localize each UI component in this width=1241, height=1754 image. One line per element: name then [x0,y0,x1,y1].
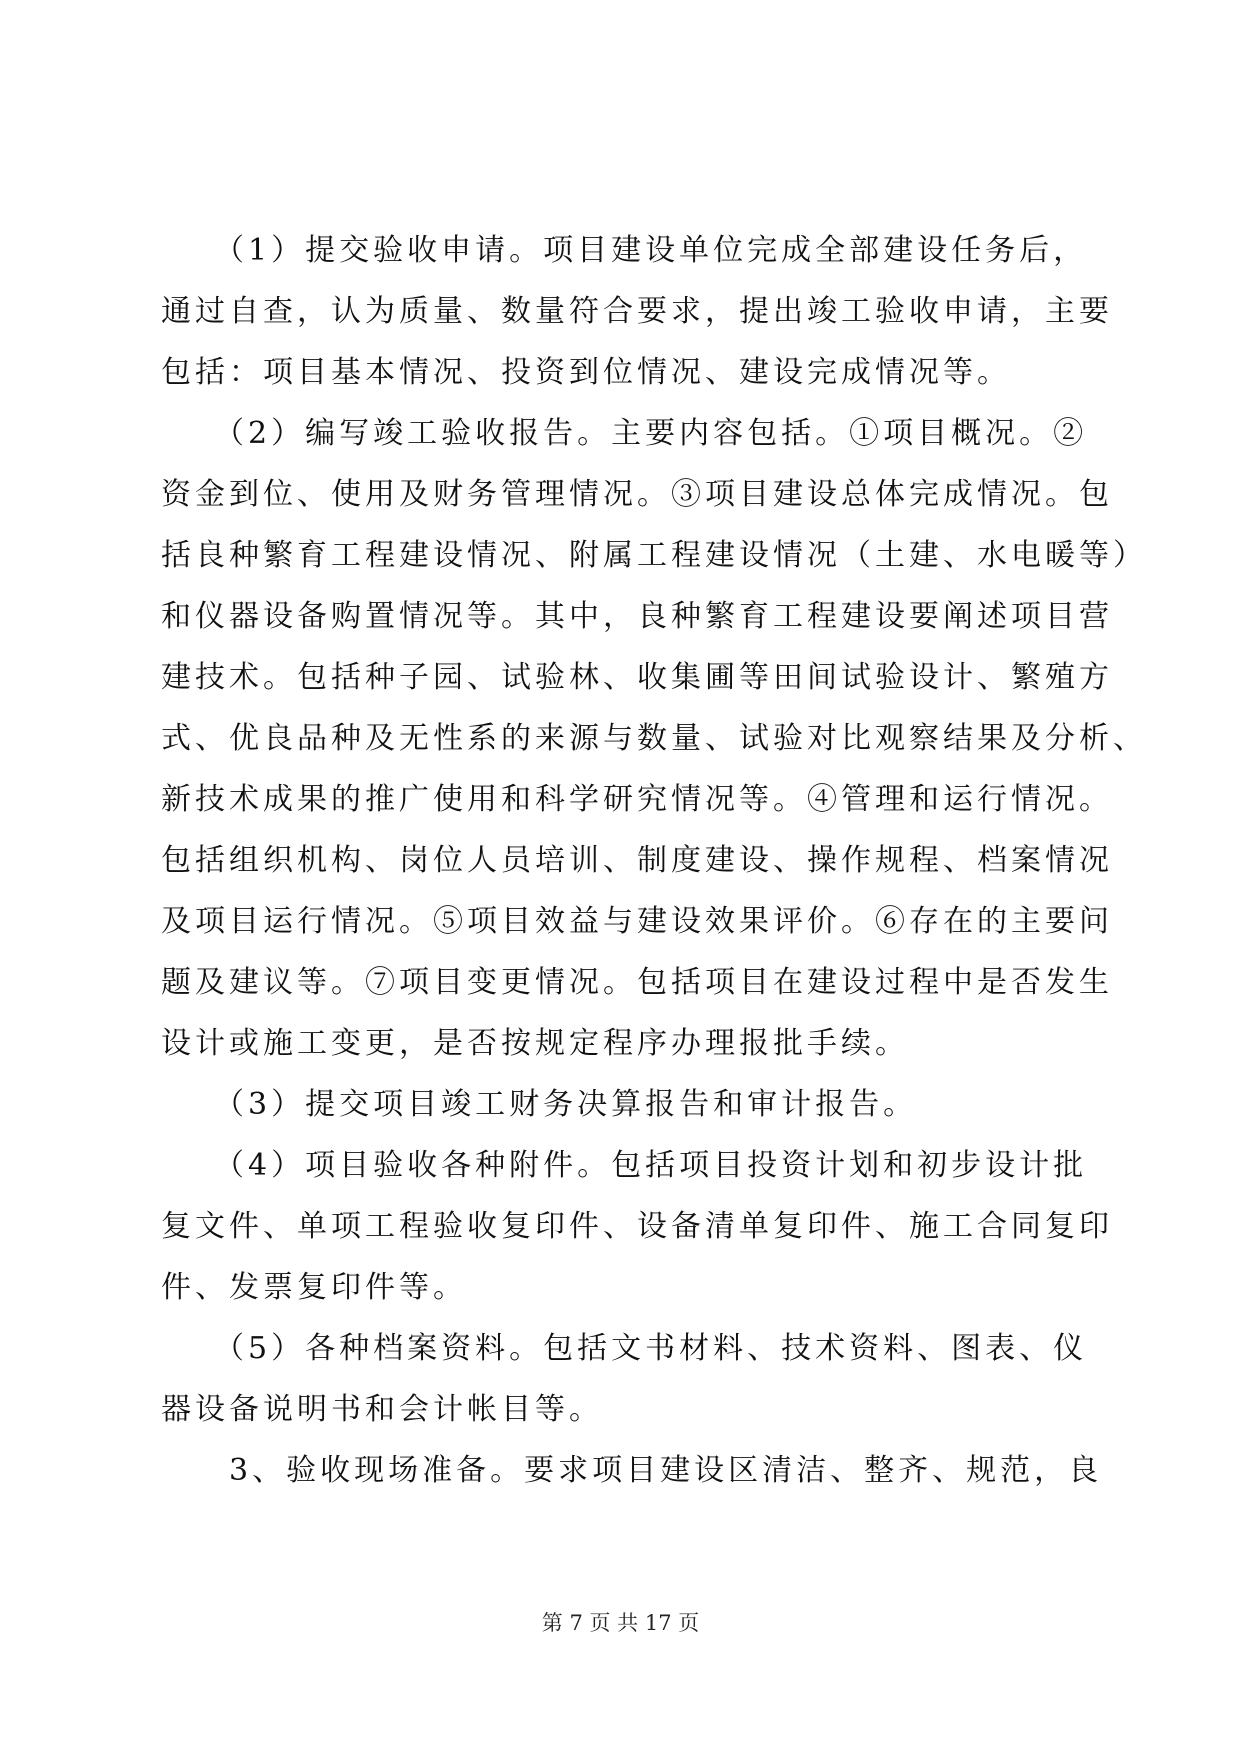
text-line: 包括组织机构、岗位人员培训、制度建设、操作规程、档案情况 [161,843,1113,878]
text-line: 题及建议等。⑦项目变更情况。包括项目在建设过程中是否发生 [161,965,1113,1000]
text-line: （3）提交项目竣工财务决算报告和审计报告。 [161,1087,918,1122]
text-line: 包括：项目基本情况、投资到位情况、建设完成情况等。 [161,355,1011,390]
text-line: 设计或施工变更，是否按规定程序办理报批手续。 [161,1026,909,1061]
text-line: 和仪器设备购置情况等。其中，良种繁育工程建设要阐述项目营 [161,599,1113,634]
page-footer: 第 7 页 共 17 页 [541,1611,700,1635]
text-line: 建技术。包括种子园、试验林、收集圃等田间试验设计、繁殖方 [161,660,1113,695]
text-line: 括良种繁育工程建设情况、附属工程建设情况（土建、水电暖等） [161,538,1147,573]
text-line: （2）编写竣工验收报告。主要内容包括。①项目概况。② [161,416,1088,451]
text-line: （1）提交验收申请。项目建设单位完成全部建设任务后， [161,233,1088,268]
text-line: 件、发票复印件等。 [161,1270,467,1305]
text-line: （4）项目验收各种附件。包括项目投资计划和初步设计批 [161,1148,1088,1183]
text-line: 复文件、单项工程验收复印件、设备清单复印件、施工合同复印 [161,1209,1113,1244]
body-text [161,220,1147,1501]
text-line: （5）各种档案资料。包括文书材料、技术资料、图表、仪 [161,1331,1088,1366]
text-line: 式、优良品种及无性系的来源与数量、试验对比观察结果及分析、 [161,721,1147,756]
text-line: 通过自查，认为质量、数量符合要求，提出竣工验收申请，主要 [161,294,1113,329]
text-line: 新技术成果的推广使用和科学研究情况等。④管理和运行情况。 [161,782,1113,817]
text-line: 资金到位、使用及财务管理情况。③项目建设总体完成情况。包 [161,477,1113,512]
text-line: 3、验收现场准备。要求项目建设区清洁、整齐、规范，良 [161,1453,1103,1488]
text-line: 器设备说明书和会计帐目等。 [161,1392,603,1427]
text-line: 及项目运行情况。⑤项目效益与建设效果评价。⑥存在的主要问 [161,904,1113,939]
